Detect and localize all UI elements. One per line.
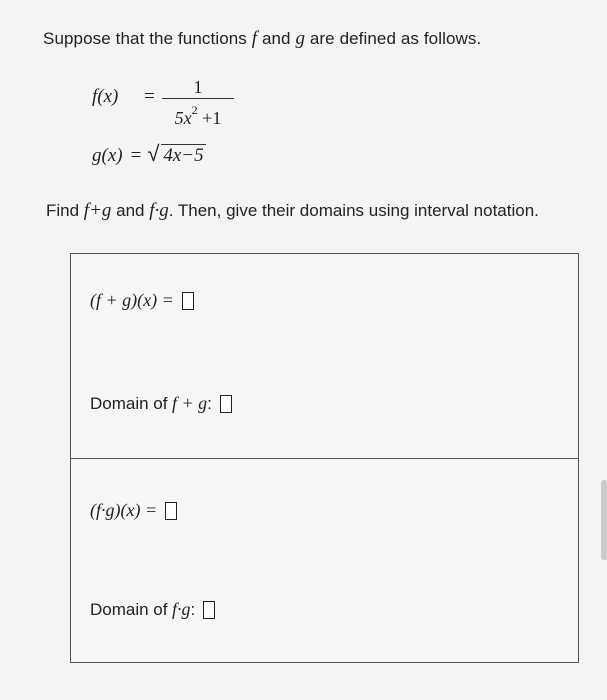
product-domain-label: Domain of bbox=[90, 599, 168, 619]
sum-answer-input[interactable] bbox=[182, 292, 194, 310]
f-denominator bbox=[162, 99, 234, 130]
product-domain-row bbox=[90, 599, 215, 620]
instruction-rest: . Then, give their domains using interval notation. bbox=[168, 201, 539, 220]
product-domain-input[interactable] bbox=[203, 601, 215, 619]
sum-expression: (f + g)(x) = bbox=[90, 290, 174, 310]
g-lhs: g(x) bbox=[92, 145, 123, 166]
intro-f-symbol: f bbox=[251, 28, 258, 49]
intro-tail-text: are defined as follows. bbox=[305, 29, 482, 48]
sum-domain-label: Domain of bbox=[90, 393, 168, 413]
f-lhs: f(x) bbox=[92, 86, 119, 107]
instruction-product: f·g bbox=[149, 200, 169, 221]
problem-intro bbox=[43, 28, 481, 50]
product-answer-input[interactable] bbox=[165, 502, 177, 520]
instruction-sum: f+g bbox=[83, 200, 112, 221]
sum-domain-input[interactable] bbox=[220, 395, 232, 413]
g-definition bbox=[92, 141, 206, 167]
intro-and-text: and bbox=[257, 29, 296, 48]
sum-domain-colon: : bbox=[207, 393, 212, 413]
instruction-find: Find bbox=[46, 201, 84, 220]
f-fraction bbox=[162, 76, 234, 130]
f-denominator-base: 5x bbox=[174, 108, 192, 128]
f-equals: = bbox=[144, 86, 155, 107]
product-domain-expression: f·g bbox=[171, 599, 191, 619]
sum-answer-row bbox=[90, 290, 194, 311]
sum-domain-expression: f + g bbox=[171, 393, 208, 413]
panel-divider bbox=[71, 458, 578, 459]
g-equals: = bbox=[130, 145, 142, 166]
f-denominator-exponent: 2 bbox=[191, 103, 198, 117]
intro-g-symbol: g bbox=[295, 28, 306, 49]
sum-domain-row bbox=[90, 393, 232, 414]
side-scrollbar-edge[interactable] bbox=[601, 480, 607, 560]
intro-text: Suppose that the functions bbox=[43, 29, 252, 48]
product-answer-row bbox=[90, 500, 177, 521]
product-domain-colon: : bbox=[190, 599, 196, 619]
sqrt-icon: √ bbox=[147, 141, 160, 166]
instruction-text bbox=[46, 200, 539, 222]
instruction-and: and bbox=[111, 201, 150, 220]
g-sqrt bbox=[147, 141, 205, 167]
f-numerator: 1 bbox=[193, 77, 203, 97]
answer-panel bbox=[70, 253, 579, 663]
product-expression: (f·g)(x) = bbox=[90, 500, 158, 520]
f-denominator-tail: +1 bbox=[197, 108, 222, 128]
g-radicand: 4x−5 bbox=[163, 145, 204, 166]
